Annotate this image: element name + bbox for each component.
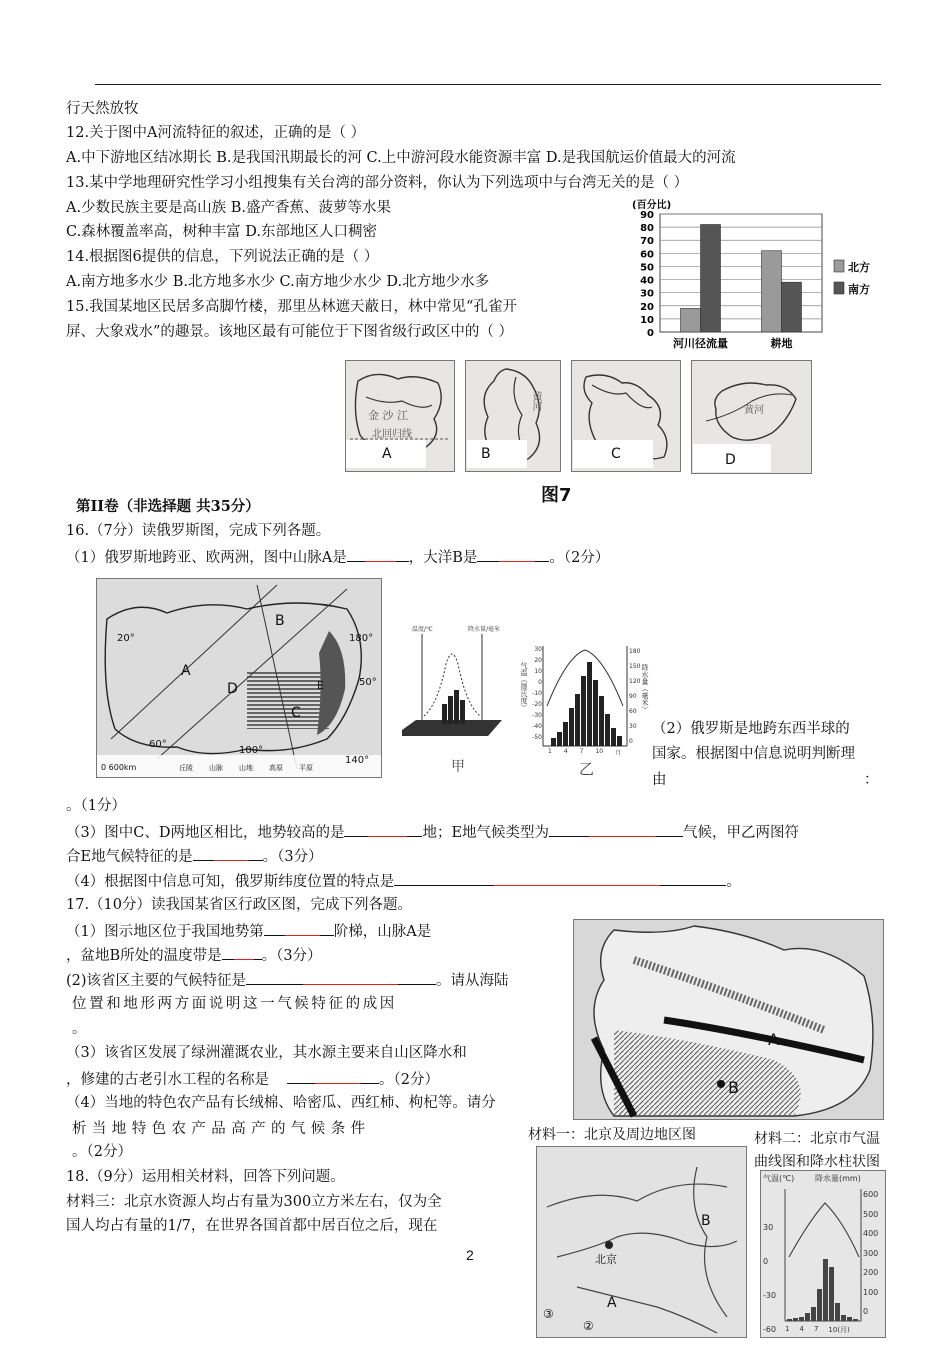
q17-2-text-a: (2)该省区主要的气候特征是 [66, 973, 247, 989]
q16-1-text-b: ，大洋B是 [408, 550, 478, 566]
question-16-4 [66, 871, 741, 891]
material2-left-tick: -30 [763, 1291, 777, 1300]
yi-x-tick: 月 [615, 750, 622, 757]
yi-left-tick: -50 [532, 734, 542, 741]
q16-3-text-e: 。（3分） [262, 849, 323, 865]
material1-label-3: ③ [543, 1307, 554, 1321]
russia-label-e: E [317, 679, 324, 692]
answer-blank-16-4[interactable] [394, 871, 726, 886]
chart-bar-北方 [762, 251, 782, 332]
q17-2-text-b: 。请从海陆 [436, 973, 509, 989]
text-line: 行天然放牧 [66, 101, 139, 117]
question-16: 16.（7分）读俄罗斯图，完成下列各题。 [66, 523, 331, 539]
material2-x-ticks [785, 1325, 850, 1335]
coord-100: 100° [239, 745, 264, 756]
yi-left-tick: 30 [534, 646, 542, 653]
question-13-options-ab: A.少数民族主要是高山族 B.盛产香蕉、菠萝等水果 [66, 200, 391, 216]
q17-1-text-d: 。（3分） [261, 948, 322, 964]
chart-legend-swatch [834, 260, 844, 272]
q16-4-text-b: 。 [726, 874, 741, 890]
answer-blank-16-1-ocean[interactable] [477, 547, 549, 562]
answer-blank-17-1-step[interactable] [264, 921, 334, 936]
province-label-a: A [768, 1030, 779, 1049]
question-16-2-line3: 由 [652, 772, 667, 788]
yi-left-tick: -30 [532, 712, 542, 719]
figure6-bar-chart [628, 196, 890, 356]
material1-label-b: B [701, 1213, 711, 1229]
yi-right-axis: 降水量（毫米） [641, 664, 649, 713]
material1-label-2: ② [583, 1319, 594, 1333]
yi-left-axis: 气温（摄氏度） [520, 662, 528, 711]
russia-label-d: D [227, 681, 238, 697]
material2-left-tick: -60 [763, 1325, 777, 1334]
option-c-label: C [573, 440, 653, 468]
climate-jia-caption: 甲 [451, 759, 465, 775]
q17-3-text-c: 。（2分） [379, 1072, 439, 1088]
climate-jia-svg [402, 624, 502, 744]
question-17-4-line1: （4）当地的特色农产品有长绒棉、哈密瓜、西红柿、枸杞等。请分 [66, 1095, 496, 1111]
question-15-line2: 屏、大象戏水”的趣景。该地区最有可能位于下图省级行政区中的（ ） [66, 324, 514, 340]
q17-3-text-b: ，修建的古老引水工程的名称是 [66, 1072, 269, 1088]
russia-label-b: B [275, 613, 285, 629]
question-18-material3-line2: 国人均占有量的1/7，在世界各国首都中居百位之后，现在 [66, 1218, 438, 1234]
material2-right-tick: 200 [863, 1268, 879, 1277]
chart-ytick-label: 30 [640, 288, 654, 300]
question-12: 12.关于图中A河流特征的叙述，正确的是（ ） [66, 125, 366, 141]
question-16-3-line1 [66, 822, 799, 842]
answer-blank-17-3[interactable] [287, 1069, 379, 1084]
legend-hills: 丘陵 [179, 764, 193, 772]
yi-right-tick: 0 [629, 738, 633, 745]
q17-1-text-a: （1）图示地区位于我国地势第 [66, 924, 264, 940]
question-14: 14.根据图6提供的信息，下列说法正确的是（ ） [66, 249, 379, 265]
climate-yi-caption: 乙 [579, 760, 595, 778]
chart-category-label: 耕地 [770, 337, 793, 350]
question-17-1-line1 [66, 921, 431, 941]
yi-right-tick: 30 [629, 723, 637, 730]
chart-legend-label: 南方 [848, 283, 870, 296]
chart-legend-label: 北方 [848, 261, 870, 274]
material2-left-tick: 0 [763, 1257, 769, 1266]
answer-blank-17-4[interactable] [371, 1119, 391, 1133]
yi-left-tick: 0 [538, 679, 542, 686]
yi-left-tick: -40 [532, 723, 542, 730]
yi-left-tick: -10 [532, 690, 542, 697]
answer-blank-16-1-mountain[interactable] [347, 547, 409, 562]
chart-bar-北方 [681, 308, 701, 332]
question-17-2-line3: 。 [72, 1021, 87, 1037]
question-16-3-line2 [66, 846, 323, 866]
q17-1-text-c: ，盆地B所处的温度带是 [66, 948, 222, 964]
chart-ytick-label: 40 [640, 275, 654, 287]
material2-chart [760, 1170, 886, 1338]
question-16-1 [66, 547, 609, 567]
question-16-2-colon: ： [864, 772, 879, 788]
coord-20: 20° [117, 633, 135, 644]
legend-plateau: 高原 [269, 764, 283, 772]
yi-right-tick: 90 [629, 693, 637, 700]
q16-3-text-c: 气候，甲乙两图符 [683, 825, 800, 841]
question-16-2-line1: （2）俄罗斯是地跨东西半球的 [652, 721, 850, 737]
legend-plain: 平原 [299, 764, 313, 772]
question-17-3-line2 [66, 1069, 439, 1089]
map-a-tropic-label: 北回归线 [372, 429, 412, 440]
question-12-options: A.中下游地区结冰期长 B.是我国汛期最长的河 C.上中游河段水能资源丰富 D.是我国航运价值最大的河流 [66, 150, 736, 166]
header-rule [95, 84, 881, 85]
yi-x-ticks [548, 748, 621, 757]
chart-ytick-label: 60 [640, 249, 654, 261]
q16-1-text-c: 。（2分） [549, 550, 610, 566]
question-16-2-end: 。（1分） [66, 798, 126, 814]
q16-3-text-b: 地；E地气候类型为 [422, 825, 550, 841]
yi-right-tick: 180 [629, 648, 641, 655]
chart-ytick-label: 80 [640, 223, 654, 235]
material2-right-tick: 400 [863, 1229, 879, 1238]
material2-right-tick: 600 [863, 1190, 879, 1199]
material2-right-tick: 0 [863, 1307, 869, 1316]
map-a-river-label: 金 沙 江 [368, 409, 408, 422]
question-13: 13.某中学地理研究性学习小组搜集有关台湾的部分资料，你认为下列选项中与台湾无关的是（ ） [66, 175, 689, 191]
option-b-label: B [467, 440, 527, 468]
coord-50: 50° [359, 677, 377, 688]
jia-left-axis: 温度/℃ [412, 626, 433, 633]
coord-140: 140° [345, 755, 370, 766]
material2-right-tick: 500 [863, 1209, 879, 1219]
chart-ytick-label: 70 [640, 236, 654, 248]
question-14-options: A.南方地多水少 B.北方地多水少 C.南方地少水少 D.北方地少水多 [66, 274, 490, 290]
material2-x-tick: 7 [813, 1325, 819, 1333]
chart-ytick-label: 20 [640, 301, 654, 313]
yi-right-tick: 120 [629, 678, 641, 685]
yi-x-tick: 4 [563, 748, 568, 755]
province-map [573, 919, 884, 1120]
material2-x-tick: 10(月) [828, 1326, 850, 1334]
material2-left-axis: 气温(℃) [763, 1174, 795, 1183]
legend-mountain-range: 山脉 [209, 764, 223, 772]
yi-right-tick: 150 [629, 663, 641, 670]
yi-right-tick: 60 [629, 708, 637, 715]
yi-left-tick: 10 [534, 668, 542, 675]
q16-1-text-a: （1）俄罗斯地跨亚、欧两洲，图中山脉A是 [66, 550, 347, 566]
answer-blank-16-3-chart[interactable] [193, 846, 263, 861]
material1-map [536, 1146, 747, 1338]
chart-ytick-label: 0 [647, 328, 654, 339]
q16-3-text-a: （3）图中C、D两地区相比，地势较高的是 [66, 825, 345, 841]
material2-left-ticks [763, 1211, 776, 1347]
material2-title-line2: 曲线图和降水柱状图 [754, 1154, 880, 1170]
answer-blank-17-2[interactable] [246, 970, 436, 985]
question-17-4-line3: 。（2分） [72, 1144, 132, 1160]
material2-x-tick: 4 [799, 1325, 804, 1333]
question-17-3-line1: （3）该省区发展了绿洲灌溉农业，其水源主要来自山区降水和 [66, 1045, 467, 1061]
map-legend [179, 763, 313, 773]
q16-3-text-d: 合E地气候特征的是 [66, 849, 193, 865]
chart-bar-南方 [782, 282, 802, 332]
map-scale: 0 600km [101, 763, 137, 772]
question-16-2-line2: 国家。根据图中信息说明判断理 [652, 746, 855, 762]
question-17-2-line2: 位置和地形两方面说明这一气候特征的成因 [72, 996, 397, 1012]
material2-right-tick: 300 [863, 1248, 879, 1258]
material2-right-ticks [863, 1185, 878, 1322]
map-d-river-label: 黄河 [744, 405, 764, 416]
question-15-line1: 15.我国某地区民居多高脚竹楼，那里丛林遮天蔽日，林中常见“孔雀开 [66, 299, 517, 315]
material2-right-axis: 降水量(mm) [815, 1174, 861, 1183]
chart-ylabel: (百分比) [632, 200, 672, 211]
province-label-b: B [728, 1078, 739, 1097]
yi-left-tick: -20 [532, 701, 542, 708]
q17-4-text-b: 析当地特色农产品高产的气候条件 [72, 1121, 371, 1137]
chart-ytick-label: 10 [640, 314, 654, 326]
question-18: 18.（9分）运用相关材料，回答下列问题。 [66, 1169, 345, 1185]
question-17-2-line1 [66, 970, 509, 990]
question-17-4-line2 [72, 1119, 391, 1138]
page-number: 2 [466, 1247, 474, 1263]
option-d-label: D [693, 444, 771, 472]
yi-x-tick: 10 [595, 748, 604, 755]
russia-label-c: C [291, 705, 301, 721]
chart-ytick-label: 90 [640, 210, 654, 221]
option-a-label: A [346, 440, 426, 468]
question-17: 17.（10分）读我国某省区行政区图，完成下列各题。 [66, 897, 413, 913]
map-b-river-label: 黄河 [530, 391, 541, 411]
section-2-heading: 第II卷（非选择题 共35分） [76, 498, 260, 515]
q16-4-text-a: （4）根据图中信息可知，俄罗斯纬度位置的特点是 [66, 874, 395, 890]
material1-title: 材料一：北京及周边地区图 [528, 1127, 696, 1143]
chart-bar-南方 [701, 224, 721, 332]
yi-x-tick: 1 [548, 748, 552, 755]
material2-x-tick: 1 [785, 1325, 790, 1333]
coord-180: 180° [349, 633, 374, 644]
figure7-caption: 图7 [541, 485, 572, 506]
material1-label-a: A [607, 1295, 617, 1311]
material2-right-tick: 100 [863, 1287, 879, 1297]
question-13-options-cd: C.森林覆盖率高，树种丰富 D.东部地区人口稠密 [66, 224, 378, 240]
jia-right-axis: 降水量/毫米 [468, 626, 501, 633]
yi-left-tick: 20 [534, 657, 542, 664]
material1-map-svg [537, 1147, 746, 1337]
material2-title-line1: 材料二：北京市气温 [754, 1131, 880, 1147]
chart-legend-swatch [834, 282, 844, 294]
russia-label-a: A [181, 663, 191, 679]
material1-label-beijing: 北京 [595, 1253, 617, 1266]
russia-map [96, 578, 382, 778]
answer-blank-16-3-climate[interactable] [549, 822, 683, 837]
question-17-1-line2 [66, 945, 322, 965]
chart-category-label: 河川径流量 [673, 337, 728, 350]
answer-blank-16-3-higher[interactable] [344, 822, 422, 837]
yi-x-tick: 7 [579, 748, 584, 755]
question-18-material3-line1: 材料三：北京水资源人均占有量为300立方米左右，仅为全 [66, 1194, 442, 1210]
chart-ytick-label: 50 [640, 262, 654, 274]
legend-mountains: 山地 [239, 764, 253, 772]
yi-right-ticks [629, 644, 640, 749]
yi-left-ticks [530, 644, 542, 743]
answer-blank-17-1-zone[interactable] [222, 945, 262, 960]
coord-60: 60° [149, 739, 167, 750]
climate-chart-jia [402, 624, 502, 744]
answer-blank-16-2[interactable] [668, 786, 864, 787]
q17-1-text-b: 阶梯，山脉A是 [333, 924, 432, 940]
material2-left-tick: 30 [763, 1223, 774, 1232]
